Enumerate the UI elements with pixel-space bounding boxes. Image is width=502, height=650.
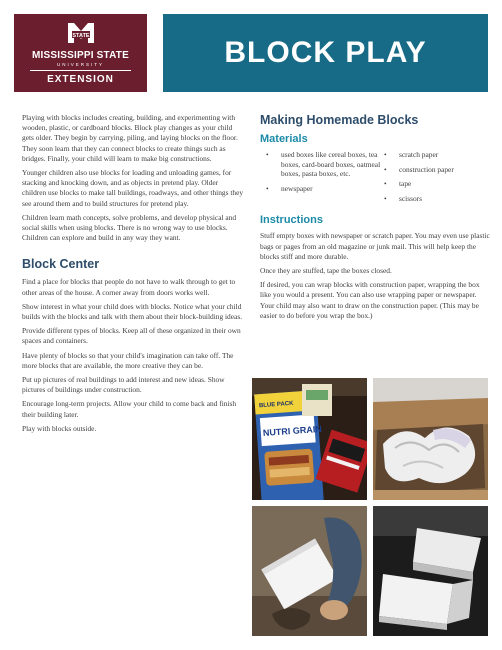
block-center-paragraph: Put up pictures of real buildings to add interest and new ideas. Show pictures of buildings under construction. <box>22 375 225 395</box>
homemade-blocks-heading: Making Homemade Blocks <box>260 113 419 127</box>
list-item: • tape <box>384 179 412 189</box>
title-banner <box>163 14 488 92</box>
photo-stuffed-box <box>373 378 488 500</box>
logo-extension: EXTENSION <box>47 74 114 85</box>
list-item: • scratch paper <box>384 150 439 159</box>
right-column <box>260 113 490 325</box>
photo-cereal-boxes <box>252 378 367 500</box>
block-center-paragraph: Find a place for blocks that people do not have to walk through to get to other areas of the house. A corner away from doors works well. <box>22 277 236 297</box>
list-item: • used boxes like cereal boxes, tea boxes, card-board boxes, oatmeal boxes, pasta boxes, etc. <box>266 150 381 179</box>
emblem-text: STATE <box>72 32 90 39</box>
logo-university-name: MISSISSIPPI STATE <box>32 50 129 61</box>
intro-paragraph: Younger children also use blocks for loading and unloading games, for stacking and knocking down, and as objects in pretend play. Older children use blocks to make tall buildings, roadways, and other things they see around them and to build structures for pretend play. <box>22 168 244 208</box>
block-center-paragraph: Provide different types of blocks. Keep all of these organized in their own spaces and containers. <box>22 326 241 346</box>
intro-paragraph: Playing with blocks includes creating, building, and experimenting with wooden, plastic, or cardboard blocks. Block play changes as your child gets older. They begin by carrying, piling, and laying blocks on the floor. They soon learn that they can connect blocks to create things such as bridges. Finally, your child will learn to make big constructions. <box>22 113 238 163</box>
msu-emblem-icon <box>66 19 96 47</box>
photo-wrapped-blocks <box>373 506 488 636</box>
boxes-pack-label: BLUE PACK <box>258 400 294 410</box>
materials-column-2 <box>384 150 484 208</box>
instructions-paragraph: Stuff empty boxes with newspaper or scratch paper. You may even use plastic bags or pages from an old magazine or junk mail. This will help keep the blocks stiff and more durable. <box>260 231 490 261</box>
materials-column-1 <box>266 150 384 208</box>
block-center-paragraph: Have plenty of blocks so that your child's imagination can take off. The more blocks that are available, the more creative they can be. <box>22 350 234 370</box>
bullet-icon: • <box>384 164 387 174</box>
left-column <box>22 113 244 438</box>
photo-wrapping-box <box>252 506 367 636</box>
list-item: • construction paper <box>384 164 454 174</box>
block-center-paragraph: Encourage long-term projects. Allow your child to come back and finish their building later. <box>22 399 237 419</box>
bullet-icon: • <box>266 150 269 159</box>
msu-extension-logo <box>14 14 147 92</box>
list-item: • scissors <box>384 193 422 203</box>
instructions-paragraph: Once they are stuffed, tape the boxes closed. <box>260 265 392 275</box>
boxes-brand-label: NUTRI GRAIN <box>262 423 323 438</box>
logo-university-word: UNIVERSITY <box>56 62 104 67</box>
bullet-icon: • <box>266 183 269 193</box>
bullet-icon: • <box>384 193 387 203</box>
intro-paragraph: Children learn math concepts, solve problems, and develop physical and social skills when using blocks. There is no wrong way to use blocks. Children can explore and build in any way they want. <box>22 212 237 243</box>
materials-list <box>260 150 490 208</box>
materials-heading: Materials <box>260 133 308 145</box>
block-center-heading: Block Center <box>22 257 100 272</box>
bullet-icon: • <box>384 150 387 159</box>
instructions-paragraph: If desired, you can wrap blocks with construction paper, wrapping the box like you would a present. You can also use wrapping paper or newspaper. Your child may also want to draw on the construction paper. (This may be easier to do before you wrap the box.) <box>260 280 480 320</box>
page-title: BLOCK PLAY <box>224 36 427 69</box>
block-center-paragraph: Show interest in what your child does with blocks. Notice what your child builds with the blocks and talk with them about their block-building ideas. <box>22 301 243 322</box>
logo-divider <box>30 70 131 71</box>
instructions-heading: Instructions <box>260 214 323 227</box>
block-center-paragraph: Play with blocks outside. <box>22 423 97 433</box>
list-item: • newspaper <box>266 183 313 193</box>
bullet-icon: • <box>384 179 387 189</box>
